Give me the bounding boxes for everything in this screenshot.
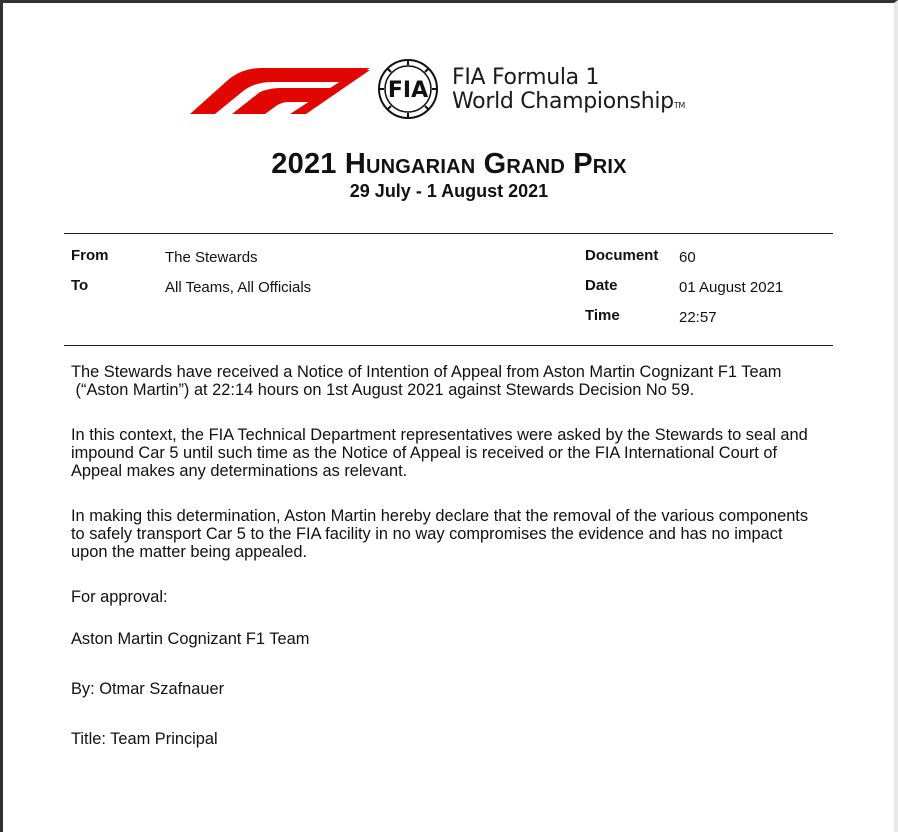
header-logo-block	[188, 58, 733, 130]
header-divider-top	[64, 233, 833, 234]
time-label: Time	[585, 307, 620, 324]
signatory-title: Title: Team Principal	[71, 730, 218, 748]
brand-line-2-text: World Championship	[452, 89, 674, 114]
body-paragraph-2: In this context, the FIA Technical Department representatives were asked by the Stewards to seal and impound Car 5 until such time as the Notice of Appeal is received or the FIA International Court of Appeal makes any determinations as relevant.	[71, 426, 808, 480]
time-value: 22:57	[679, 309, 717, 326]
event-title: 2021 Hungarian Grand Prix	[271, 148, 627, 180]
fia-seal-text: FIA	[387, 78, 429, 103]
signatory-name: By: Otmar Szafnauer	[71, 680, 225, 698]
team-name: Aston Martin Cognizant F1 Team	[71, 630, 310, 648]
body-paragraph-1: The Stewards have received a Notice of Intention of Appeal from Aston Martin Cognizant F1 Team (“Aston Martin”) at 22:14 hours on 1st August 2021 against Stewards Decision No 59.	[71, 363, 782, 399]
event-dates: 29 July - 1 August 2021	[349, 181, 549, 201]
brand-text	[452, 66, 685, 118]
body-paragraph-3: In making this determination, Aston Martin hereby declare that the removal of the various components to safely transport Car 5 to the FIA facility in no way compromises the evidence and has no impact upon the matter being appealed.	[71, 507, 809, 561]
trademark-mark: TM	[673, 101, 686, 110]
from-label: From	[71, 247, 109, 264]
to-label: To	[71, 277, 89, 294]
brand-line-2	[452, 90, 685, 118]
approval-line: For approval:	[71, 588, 168, 606]
fia-seal-icon	[370, 58, 448, 120]
document-number: 60	[679, 249, 696, 266]
brand-line-1: FIA Formula 1	[452, 65, 600, 90]
from-value: The Stewards	[165, 249, 258, 266]
document-label: Document	[585, 247, 659, 264]
to-value: All Teams, All Officials	[165, 279, 312, 296]
date-value: 01 August 2021	[679, 279, 784, 296]
f1-logo-icon	[188, 62, 370, 114]
header-divider-bottom	[64, 345, 833, 346]
date-label: Date	[585, 277, 618, 294]
